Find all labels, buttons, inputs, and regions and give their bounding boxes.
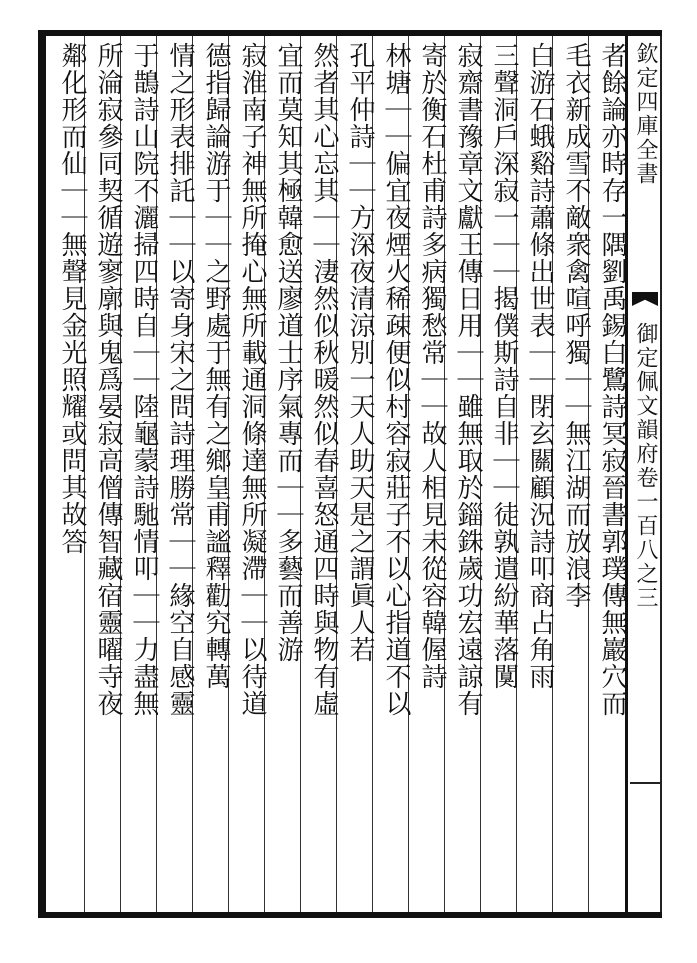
text-column-12: 德指歸論游于｜｜之野處于無有之鄉皇甫謐釋勸究轉萬 (201, 42, 231, 690)
text-column-7: 林塘｜｜偏宜夜煙火稀疎便似村容寂莊子不以心指道不以 (381, 42, 411, 717)
text-column-6: 寄於衡石杜甫詩多病獨愁常｜｜故人相見未從容韓偓詩 (417, 42, 447, 690)
text-column-1: 者餘論亦時存一隅劉禹錫白鷺詩冥寂晉書郭璞傳無巖穴而 (597, 42, 627, 717)
gutter-divider (630, 782, 660, 784)
frame-gutter-border (660, 36, 662, 912)
frame-bottom-border (38, 912, 662, 918)
text-column-16: 鄰化形而仙｜｜無聲見金光照耀或問其故答 (57, 42, 87, 555)
volume-label: 御定佩文韻府卷一百八之三 (633, 322, 658, 610)
book-title: 欽定四庫全書 (633, 42, 658, 186)
frame-top-border (38, 30, 662, 36)
text-column-11: 寂淮南子神無所掩心無所載通洞條達無所凝滯｜｜以待道 (237, 42, 267, 717)
margin-header (630, 42, 660, 902)
text-column-5: 寂齋書豫章文獻王傳日用｜｜雖無取於錙銖歲功宏遠諒有 (453, 42, 483, 717)
text-column-2: 毛衣新成雪不敵衆禽喧呼獨｜｜無江湖而放浪李 (561, 42, 591, 609)
text-column-10: 宜而莫知其極韓愈送廖道士序氣專而｜｜多藝而善游 (273, 42, 303, 663)
text-column-4: 三聲洞戶深寂一｜｜揭僕斯詩自非｜｜徒孰遣紛華落闃 (489, 42, 519, 690)
text-column-9: 然者其心忘其｜｜淒然似秋暖然似春喜怒通四時與物有虛 (309, 42, 339, 717)
text-column-14: 于鵲詩山院不灑掃四時自｜｜陸龜蒙詩馳情叩｜｜力盡無 (129, 42, 159, 717)
text-column-3: 白游石蛾谿詩蕭條出世表｜｜閉玄關顧況詩叩商占角雨 (525, 42, 555, 690)
text-column-13: 情之形表排託｜｜以寄身宋之問詩理勝常｜｜緣空自感靈 (165, 42, 195, 717)
text-column-15: 所淪寂參同契循遊寥廓與鬼爲晏寂高僧傳智藏宿靈曜寺夜 (93, 42, 123, 717)
frame-left-border (38, 30, 46, 918)
text-column-8: 孔平仲詩｜｜方深夜清涼別一天人助天是之謂眞人若 (345, 42, 375, 663)
fishtail-mark (632, 292, 658, 306)
